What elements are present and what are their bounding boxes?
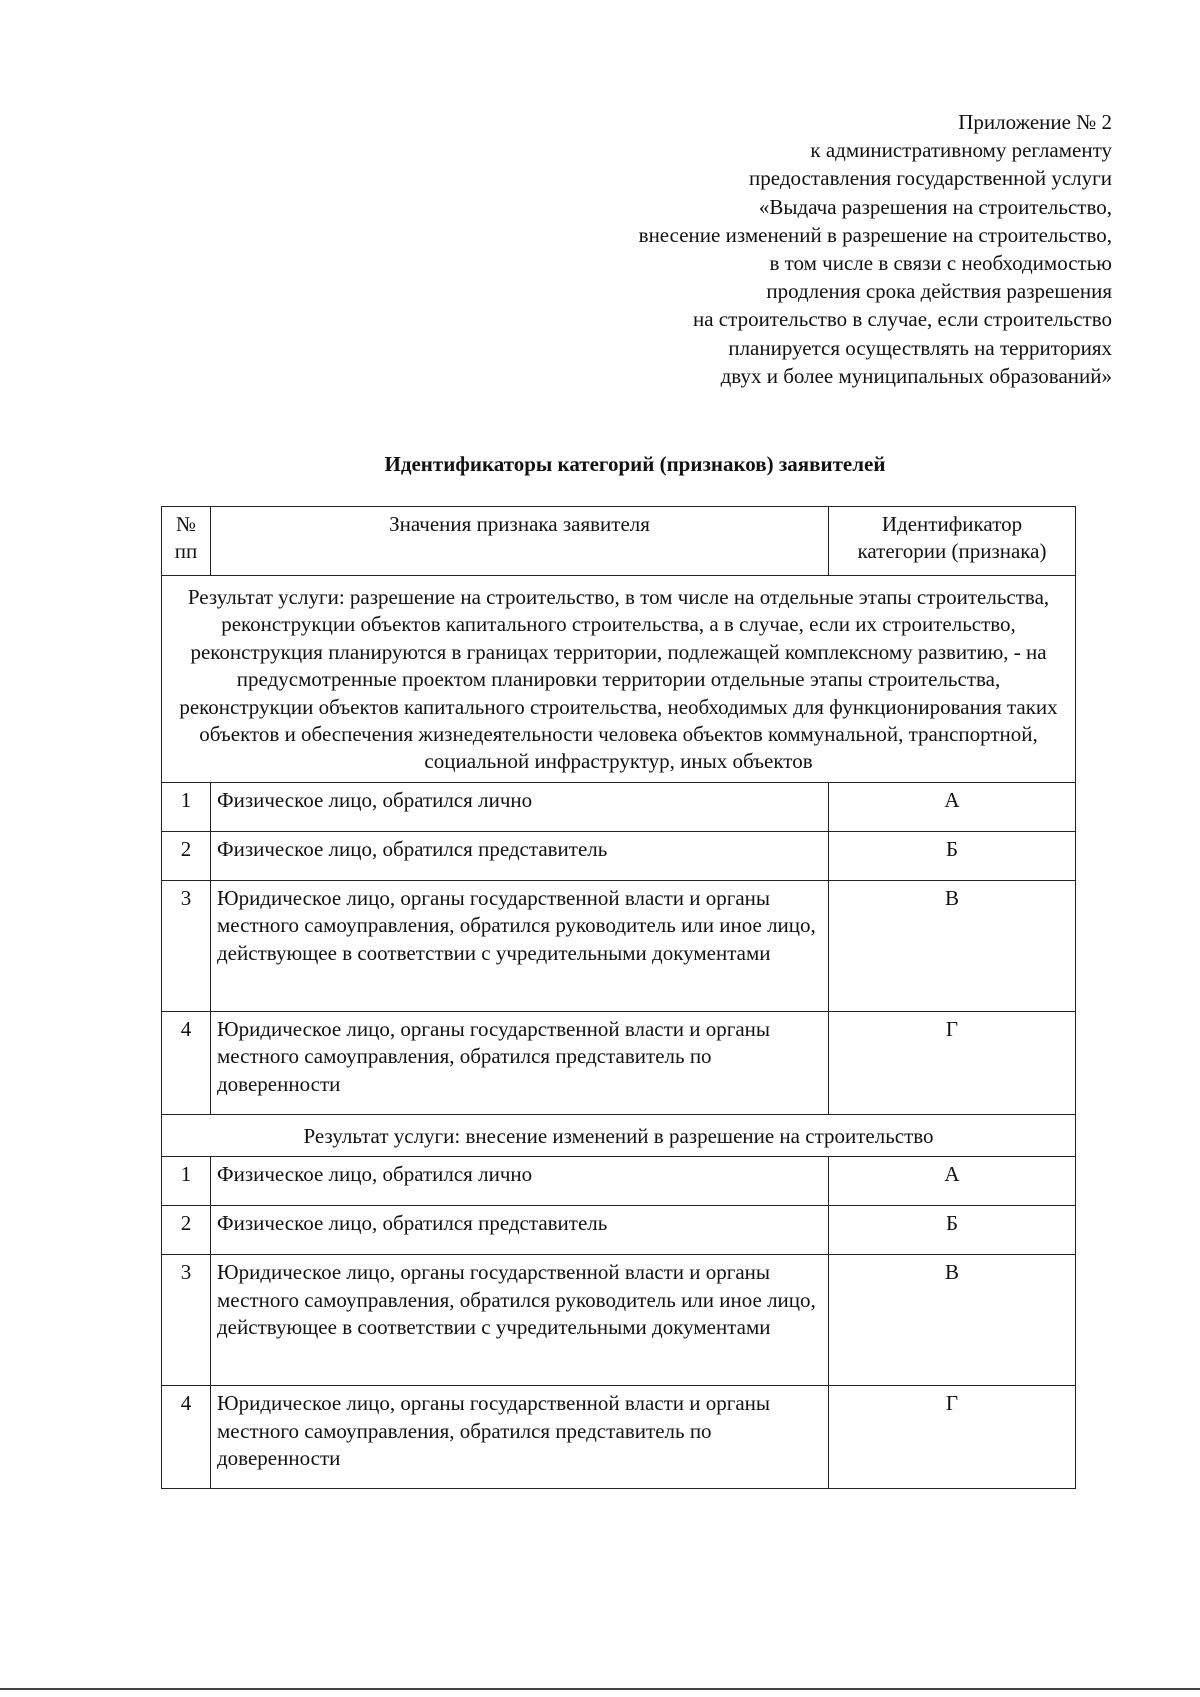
- row-number: 1: [162, 782, 211, 831]
- row-number: 1: [162, 1157, 211, 1206]
- appendix-line: внесение изменений в разрешение на строительство,: [638, 222, 1112, 247]
- row-value: Юридическое лицо, органы государственной власти и органы местного самоуправления, обратился представитель по доверенности: [211, 1386, 829, 1489]
- row-identifier: В: [829, 880, 1076, 1011]
- appendix-line: в том числе в связи с необходимостью: [769, 251, 1112, 276]
- row-value: Физическое лицо, обратился представитель: [211, 1206, 829, 1255]
- section-title: Результат услуги: разрешение на строительство, в том числе на отдельные этапы строительства, реконструкции объектов капитального строительства, а в случае, если их строительство, реконструкция планируются в границах территории, подлежащей комплексному развитию, - на предусмотренные проектом планировки территории отдельные этапы строительства, реконструкции объектов капитального строительства, необходимых для функционирования таких объектов и обеспечения жизнедеятельности человека объектов коммунальной, транспортной, социальной инфраструктур, иных объектов: [162, 576, 1076, 783]
- table-row: [162, 782, 1076, 831]
- table-row: [162, 1386, 1076, 1489]
- appendix-line: продления срока действия разрешения: [766, 279, 1112, 304]
- section-title-row: [162, 576, 1076, 783]
- table-row: [162, 831, 1076, 880]
- row-value: Физическое лицо, обратился представитель: [211, 831, 829, 880]
- row-identifier: А: [829, 782, 1076, 831]
- row-number: 2: [162, 1206, 211, 1255]
- row-identifier: Г: [829, 1386, 1076, 1489]
- row-number: 4: [162, 1011, 211, 1114]
- appendix-header: [472, 108, 1112, 390]
- row-number: 4: [162, 1386, 211, 1489]
- table-row: [162, 1255, 1076, 1386]
- row-number: 2: [162, 831, 211, 880]
- row-value: Физическое лицо, обратился лично: [211, 782, 829, 831]
- appendix-line: на строительство в случае, если строительство: [693, 307, 1112, 332]
- table-header-row: [162, 507, 1076, 576]
- appendix-line: двух и более муниципальных образований»: [720, 363, 1112, 388]
- identifiers-table: [161, 506, 1076, 1489]
- header-number: № пп: [162, 507, 211, 576]
- section-title-row: [162, 1114, 1076, 1156]
- row-identifier: Б: [829, 1206, 1076, 1255]
- appendix-line: предоставления государственной услуги: [749, 166, 1112, 191]
- row-identifier: Б: [829, 831, 1076, 880]
- row-value: Юридическое лицо, органы государственной власти и органы местного самоуправления, обратился представитель по доверенности: [211, 1011, 829, 1114]
- table-row: [162, 1011, 1076, 1114]
- appendix-line: «Выдача разрешения на строительство,: [758, 194, 1112, 219]
- scan-edge-divider: [0, 1688, 1200, 1690]
- row-identifier: А: [829, 1157, 1076, 1206]
- row-value: Физическое лицо, обратился лично: [211, 1157, 829, 1206]
- row-identifier: В: [829, 1255, 1076, 1386]
- document-title: Идентификаторы категорий (признаков) заявителей: [384, 452, 886, 476]
- header-value: Значения признака заявителя: [211, 507, 829, 576]
- section-title: Результат услуги: внесение изменений в разрешение на строительство: [162, 1114, 1076, 1156]
- row-number: 3: [162, 880, 211, 1011]
- table-row: [162, 1206, 1076, 1255]
- appendix-line: планируется осуществлять на территориях: [728, 335, 1112, 360]
- table-row: [162, 880, 1076, 1011]
- row-identifier: Г: [829, 1011, 1076, 1114]
- appendix-line: к административному регламенту: [810, 138, 1112, 163]
- row-value: Юридическое лицо, органы государственной власти и органы местного самоуправления, обратился руководитель или иное лицо, действующее в соответствии с учредительными документами: [211, 880, 829, 1011]
- row-value: Юридическое лицо, органы государственной власти и органы местного самоуправления, обратился руководитель или иное лицо, действующее в соответствии с учредительными документами: [211, 1255, 829, 1386]
- row-number: 3: [162, 1255, 211, 1386]
- appendix-line: Приложение № 2: [958, 110, 1112, 134]
- header-identifier: Идентификатор категории (признака): [829, 507, 1076, 576]
- table-row: [162, 1157, 1076, 1206]
